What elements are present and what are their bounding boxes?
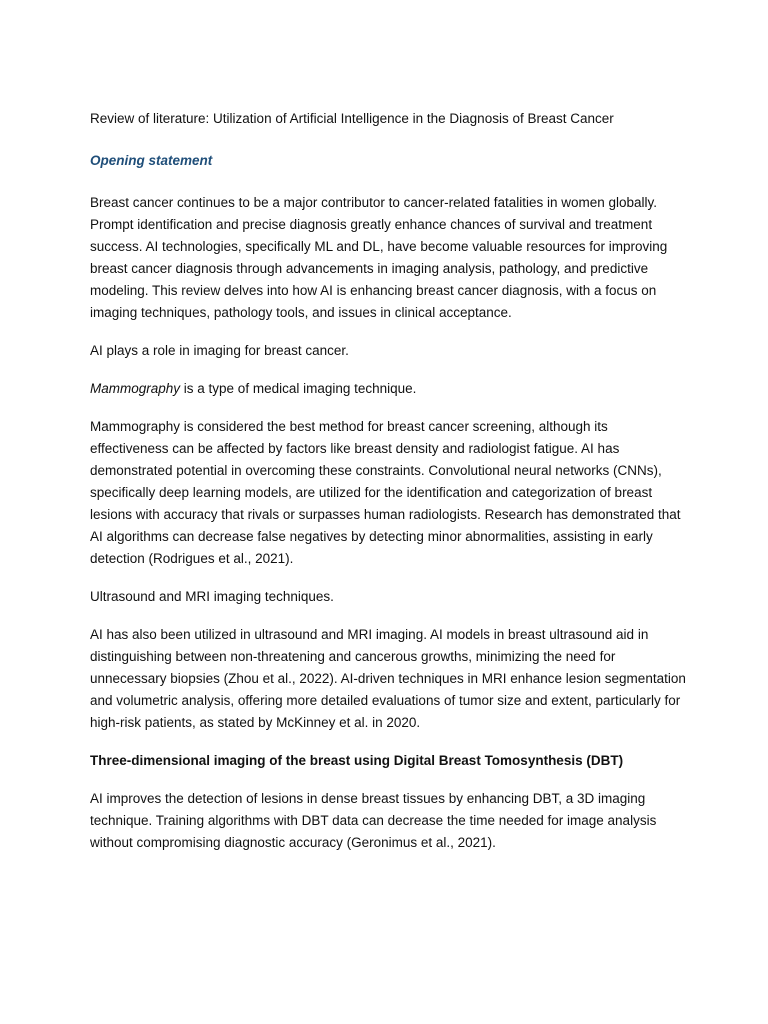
ultrasound-mri-paragraph: AI has also been utilized in ultrasound and MRI imaging. AI models in breast ultrasound aid in distinguishing between non-threatening and cancerous growths, minimizing the need for unnecessary biopsies (Zhou et al., 2022). AI-driven techniques in MRI enhance lesion segmentation and volumetric analysis, offering more detailed evaluations of tumor size and extent, particularly for high-risk patients, as stated by McKinney et al. in 2020. <box>90 627 686 730</box>
mammography-paragraph: Mammography is considered the best method for breast cancer screening, although its effectiveness can be affected by factors like breast density and radiologist fatigue. AI has demonstrated potential in overcoming these constraints. Convolutional neural networks (CNNs), specifically deep learning models, are utilized for the identification and categorization of breast lesions with accuracy that rivals or surpasses human radiologists. Research has demonstrated that AI algorithms can decrease false negatives by detecting minor abnormalities, assisting in early detection (Rodrigues et al., 2021). <box>90 419 681 566</box>
dbt-paragraph: AI improves the detection of lesions in dense breast tissues by enhancing DBT, a 3D imaging technique. Training algorithms with DBT data can decrease the time needed for image analysis without compromising diagnostic accuracy (Geronimus et al., 2021). <box>90 791 657 850</box>
imaging-intro: AI plays a role in imaging for breast cancer. <box>90 343 349 358</box>
document-title: Review of literature: Utilization of Artificial Intelligence in the Diagnosis of Breast Cancer <box>90 111 614 126</box>
mammography-heading-rest: is a type of medical imaging technique. <box>180 381 417 396</box>
mammography-heading <box>90 378 686 400</box>
opening-paragraph: Breast cancer continues to be a major contributor to cancer-related fatalities in women globally. Prompt identification and precise diagnosis greatly enhance chances of survival and treatment success. AI technologies, specifically ML and DL, have become valuable resources for improving breast cancer diagnosis through advancements in imaging analysis, pathology, and predictive modeling. This review delves into how AI is enhancing breast cancer diagnosis, with a focus on imaging techniques, pathology tools, and issues in clinical acceptance. <box>90 195 668 320</box>
ultrasound-mri-heading: Ultrasound and MRI imaging techniques. <box>90 589 334 604</box>
document-body <box>90 108 686 870</box>
mammography-term: Mammography <box>90 381 181 396</box>
dbt-heading: Three-dimensional imaging of the breast using Digital Breast Tomosynthesis (DBT) <box>90 753 624 768</box>
opening-statement-heading: Opening statement <box>90 153 213 168</box>
